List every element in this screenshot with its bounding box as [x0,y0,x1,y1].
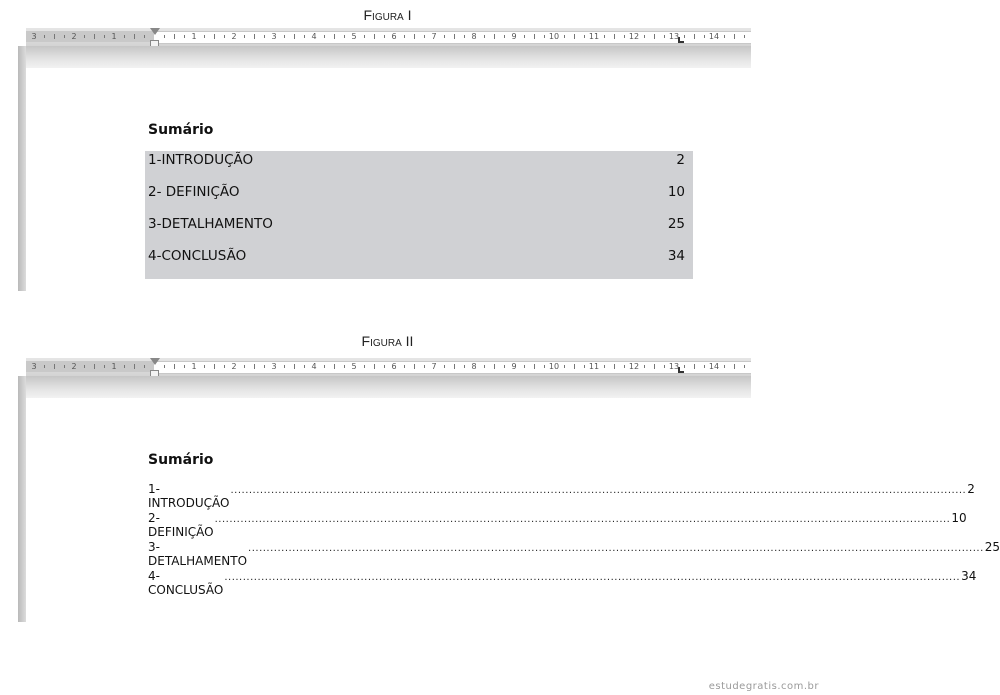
ruler-tick [664,365,665,368]
ruler-tick [704,35,705,38]
ruler-number: 11 [588,32,600,41]
ruler-tick [384,365,385,368]
ruler-tick [264,365,265,368]
figure-1-caption: Figura I [363,7,412,23]
ruler-tick [254,364,255,369]
ruler-tick [734,34,735,39]
ruler-tick [294,364,295,369]
toc-entry-title: 1-INTRODUÇÃO [148,152,254,168]
ruler-tick [484,365,485,368]
figure-1-panel [18,28,751,293]
toc-row[interactable] [145,151,693,183]
ruler-number: 13 [668,32,680,41]
ruler-tick [294,34,295,39]
ruler-tick [464,35,465,38]
toc-entry-title: 2- DEFINIÇÃO [148,184,240,200]
ruler-number: 3 [31,362,37,371]
ruler-tick [414,364,415,369]
toc-list [148,482,1000,598]
ruler-tick [734,364,735,369]
ruler-tick [364,365,365,368]
toc-entry-page: 2 [967,482,975,496]
ruler-tick [404,365,405,368]
ruler-tick [344,35,345,38]
toc-entry-page: 34 [667,248,685,264]
ruler-tick [44,365,45,368]
ruler-number: 14 [708,362,720,371]
dot-leader: ........................................................................................................................................................................................................ [214,514,951,525]
ruler-number: 2 [71,32,77,41]
ruler-tick [654,34,655,39]
ruler-tick [44,35,45,38]
ruler-tick [304,365,305,368]
toc-entry-page: 25 [984,540,1000,554]
ruler-tick [424,35,425,38]
first-line-indent-marker[interactable] [150,358,160,365]
ruler-tick [484,35,485,38]
toc-line[interactable] [148,540,1000,569]
vertical-ruler[interactable] [18,46,26,291]
ruler-tick [64,365,65,368]
ruler-tick [494,364,495,369]
ruler-tick [84,365,85,368]
ruler-number: 4 [311,362,317,371]
ruler-tick [544,365,545,368]
toc-entry-page: 10 [951,511,967,525]
toc-entry-title: 3-DETALHAMENTO [148,216,273,232]
ruler-tick [54,34,55,39]
ruler-tick [614,34,615,39]
ruler-tick [64,35,65,38]
ruler-tick [144,365,145,368]
ruler-tick [694,364,695,369]
ruler-tick [584,35,585,38]
ruler-tick [524,35,525,38]
ruler-tick [534,34,535,39]
ruler-number: 3 [271,32,277,41]
ruler-tick [224,365,225,368]
ruler-number: 9 [511,32,517,41]
ruler-tick [564,365,565,368]
ruler-tick [284,365,285,368]
ruler-tick [174,34,175,39]
toc-line[interactable] [148,511,967,540]
ruler-number: 1 [111,32,117,41]
ruler-number: 8 [471,362,477,371]
toc-entry-title: 2- DEFINIÇÃO [148,511,214,539]
ruler-tick [624,35,625,38]
ruler-tick [644,365,645,368]
ruler-tick [444,35,445,38]
ruler-number: 2 [71,362,77,371]
ruler-tick [174,364,175,369]
ruler-tick [104,365,105,368]
ruler-tick [214,34,215,39]
toc-row[interactable] [145,183,693,215]
figure-2-panel [18,358,1000,623]
ruler-number: 7 [431,32,437,41]
ruler-tick [364,35,365,38]
toc-row[interactable] [145,247,693,279]
ruler-tick [214,364,215,369]
ruler-tick [164,365,165,368]
toc-table [145,151,693,279]
ruler-tick [164,35,165,38]
ruler-tick [454,34,455,39]
ruler-number: 2 [231,362,237,371]
ruler-tick [134,34,135,39]
toc-entry-page: 2 [676,152,685,168]
ruler-tick [124,35,125,38]
figure-2-ruler[interactable] [26,358,751,376]
toc-heading: Sumário [148,452,214,468]
ruler-number: 6 [391,362,397,371]
ruler-tick [344,365,345,368]
ruler-tick [494,34,495,39]
ruler-tick [654,364,655,369]
ruler-number: 1 [191,362,197,371]
vertical-ruler[interactable] [18,376,26,622]
ruler-number: 10 [548,362,560,371]
ruler-tick [504,35,505,38]
ruler-tick [744,365,745,368]
ruler-tick [464,365,465,368]
toc-line[interactable] [148,569,977,598]
ruler-tick [684,365,685,368]
ruler-tick [744,35,745,38]
toc-entry-page: 34 [961,569,977,583]
toc-row[interactable] [145,215,693,247]
dot-leader: ........................................................................................................................................................................................................ [230,485,967,496]
ruler-tick [534,364,535,369]
ruler-number: 3 [271,362,277,371]
toc-entry-title: 3-DETALHAMENTO [148,540,248,568]
ruler-tick [204,35,205,38]
ruler-tick [254,34,255,39]
page-top-shadow [26,376,751,398]
watermark: estudegratis.com.br [708,681,819,692]
ruler-tick [184,365,185,368]
ruler-tick [94,364,95,369]
toc-entry-title: 1-INTRODUÇÃO [148,482,230,510]
ruler-tick [574,34,575,39]
toc-entry-page: 25 [667,216,685,232]
ruler-tick [544,35,545,38]
ruler-tick [664,35,665,38]
ruler-tick [624,365,625,368]
ruler-tick [284,35,285,38]
ruler-number: 12 [628,362,640,371]
ruler-tick [424,365,425,368]
ruler-tick [184,35,185,38]
page-top-shadow [26,46,751,68]
ruler-tick [224,35,225,38]
ruler-tick [334,364,335,369]
ruler-tick [324,365,325,368]
ruler-number: 14 [708,32,720,41]
ruler-number: 13 [668,362,680,371]
ruler-tick [404,35,405,38]
ruler-tick [244,35,245,38]
ruler-number: 5 [351,362,357,371]
ruler-tick [454,364,455,369]
ruler-tick [614,364,615,369]
ruler-number: 4 [311,32,317,41]
ruler-tick [694,34,695,39]
figure-2-caption: Figura II [361,333,414,349]
first-line-indent-marker[interactable] [150,28,160,35]
toc-entry-title: 4-CONCLUSÃO [148,248,247,264]
dot-leader: ........................................................................................................................................................................................................ [224,572,961,583]
ruler-number: 3 [31,32,37,41]
ruler-tick [414,34,415,39]
ruler-number: 8 [471,32,477,41]
ruler-tick [134,364,135,369]
ruler-tick [94,34,95,39]
toc-heading: Sumário [148,122,214,138]
ruler-tick [324,35,325,38]
ruler-tick [334,34,335,39]
ruler-number: 1 [191,32,197,41]
ruler-tick [604,35,605,38]
ruler-tick [684,35,685,38]
ruler-tick [644,35,645,38]
ruler-number: 11 [588,362,600,371]
ruler-number: 2 [231,32,237,41]
ruler-tick [374,34,375,39]
ruler-tick [504,365,505,368]
dot-leader: ........................................................................................................................................................................................................ [248,543,984,554]
ruler-number: 10 [548,32,560,41]
ruler-tick [564,35,565,38]
ruler-tick [304,35,305,38]
ruler-tick [384,35,385,38]
ruler-tick [604,365,605,368]
ruler-number: 6 [391,32,397,41]
ruler-tick [104,35,105,38]
ruler-tick [144,35,145,38]
ruler-number: 5 [351,32,357,41]
ruler-tick [374,364,375,369]
ruler-tick [584,365,585,368]
ruler-tick [84,35,85,38]
ruler-number: 9 [511,362,517,371]
ruler-tick [704,365,705,368]
ruler-tick [724,35,725,38]
ruler-number: 7 [431,362,437,371]
figure-1-ruler[interactable] [26,28,751,46]
ruler-tick [574,364,575,369]
ruler-tick [444,365,445,368]
ruler-tick [244,365,245,368]
toc-entry-page: 10 [667,184,685,200]
ruler-tick [724,365,725,368]
ruler-number: 1 [111,362,117,371]
ruler-tick [54,364,55,369]
toc-line[interactable] [148,482,975,511]
toc-entry-title: 4-CONCLUSÃO [148,569,224,597]
ruler-tick [524,365,525,368]
ruler-number: 12 [628,32,640,41]
ruler-tick [264,35,265,38]
ruler-tick [124,365,125,368]
ruler-tick [204,365,205,368]
